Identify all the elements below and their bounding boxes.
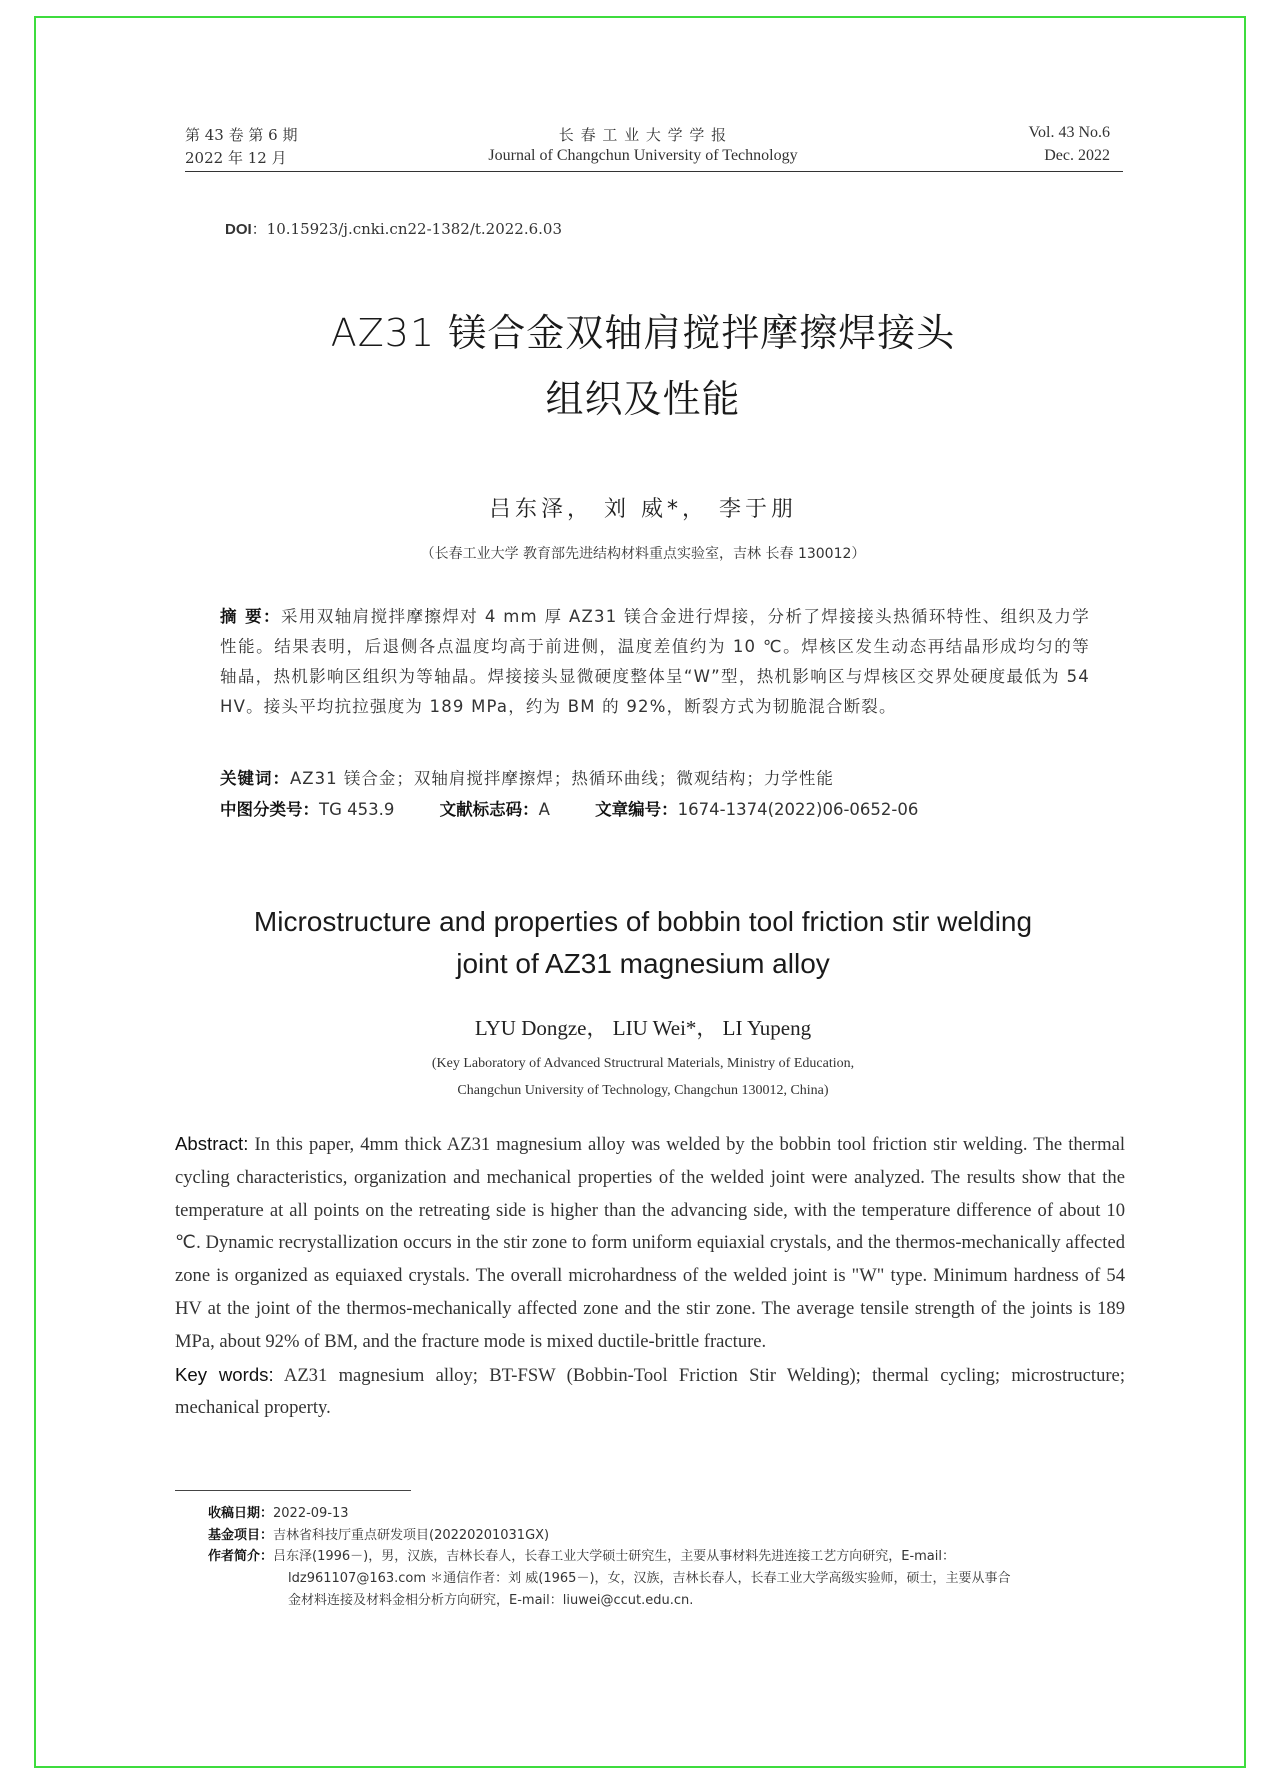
article-id-value: 1674-1374(2022)06-0652-06 — [677, 800, 919, 819]
affiliation-cn: （长春工业大学 教育部先进结构材料重点实验室，吉林 长春 130012） — [420, 546, 866, 562]
header-journal-en: Journal of Changchun University of Technology — [488, 147, 798, 164]
doc-code-label: 文献标志码： — [439, 800, 539, 819]
header-volume: 第 43 卷 第 6 期 — [185, 126, 298, 144]
doi-value: ：10.15923/j.cnki.cn22-1382/t.2022.6.03 — [251, 220, 563, 238]
header-volume-en: Vol. 43 No.6 — [1028, 124, 1110, 141]
keywords-en-text: AZ31 magnesium alloy; BT-FSW (Bobbin-Tool Friction Stir Welding); thermal cycling; microstructure; mechanical property. — [175, 1364, 1125, 1419]
clc-value: TG 453.9 — [319, 800, 395, 819]
bio-line1: 吕东泽(1996－)，男，汉族，吉林长春人，长春工业大学硕士研究生，主要从事材料先进连接工艺方向研究，E-mail： — [273, 1549, 956, 1564]
header-date-en: Dec. 2022 — [1044, 147, 1110, 164]
abstract-cn — [220, 602, 1090, 722]
footnote-fund — [208, 1524, 549, 1543]
fund-value: 吉林省科技厅重点研发项目(20220201031GX) — [273, 1528, 550, 1543]
title-en-line2: joint of AZ31 magnesium alloy — [456, 948, 830, 979]
clc-label: 中图分类号： — [220, 800, 319, 819]
doi-label: DOI — [225, 221, 252, 238]
title-cn-line1: AZ31 镁合金双轴肩搅拌摩擦焊接头 — [330, 311, 956, 355]
keywords-en-label: Key words: — [175, 1363, 274, 1385]
bio-line3: 金材料连接及材料金相分析方向研究，E-mail：liuwei@ccut.edu.cn. — [288, 1593, 694, 1608]
footnote-bio — [208, 1546, 1128, 1612]
keywords-cn-label: 关键词： — [220, 769, 290, 788]
authors-en: LYU Dongze， LIU Wei*， LI Yupeng — [474, 1016, 812, 1040]
abstract-cn-text: 采用双轴肩搅拌摩擦焊对 4 mm 厚 AZ31 镁合金进行焊接，分析了焊接接头热循环特性、组织及力学性能。结果表明，后退侧各点温度均高于前进侧，温度差值约为 10 ℃。焊核区发生动态再结晶形成均匀的等轴晶，热机影响区组织为等轴晶。焊接接头显微硬度整体呈“W”型，热机影响区与焊核区交界处硬度最低为 54 HV。接头平均抗拉强度为 189 MPa，约为 BM 的 92%，断裂方式为韧脆混合断裂。 — [220, 607, 1090, 716]
doc-code-value: A — [538, 800, 550, 819]
footnote-rule — [175, 1490, 411, 1491]
footnote-received — [208, 1502, 349, 1521]
received-label: 收稿日期： — [208, 1506, 274, 1521]
keywords-cn-text: AZ31 镁合金；双轴肩搅拌摩擦焊；热循环曲线；微观结构；力学性能 — [290, 769, 834, 788]
title-en-line1: Microstructure and properties of bobbin tool friction stir welding — [253, 906, 1033, 937]
doi — [225, 218, 562, 239]
keywords-cn — [220, 765, 834, 789]
received-value: 2022-09-13 — [273, 1506, 349, 1521]
abstract-en — [175, 1128, 1125, 1425]
header-date: 2022 年 12 月 — [185, 149, 287, 167]
fund-label: 基金项目： — [208, 1528, 274, 1543]
abstract-en-text: In this paper, 4mm thick AZ31 magnesium alloy was welded by the bobbin tool friction stir welding. The thermal cycling characteristics, organization and mechanical properties of the welded joint were analyzed. The results show that the temperature at all points on the retreating side is higher than the advancing side, with the temperature difference of about 10 ℃. Dynamic recrystallization occurs in the stir zone to form uniform equiaxial crystals, and the thermos-mechanically affected zone is organized as equiaxed crystals. The overall microhardness of the welded joint is "W" type. Minimum hardness of 54 HV at the joint of the thermos-mechanically affected zone and the stir zone. The average tensile strength of the joints is 189 MPa, about 92% of BM, and the fracture mode is mixed ductile-brittle fracture. — [175, 1134, 1125, 1352]
abstract-cn-label: 摘 要： — [220, 607, 281, 626]
classification-cn — [220, 796, 918, 820]
affiliation-en-line2: Changchun University of Technology, Changchun 130012, China) — [457, 1083, 829, 1098]
bio-line2: ldz961107@163.com ＊通信作者：刘 威(1965－)，女，汉族，吉林长春人，长春工业大学高级实验师，硕士，主要从事合 — [288, 1571, 1011, 1586]
bio-label: 作者简介： — [208, 1549, 274, 1564]
header-rule — [185, 171, 1123, 172]
article-id-label: 文章编号： — [595, 800, 678, 819]
affiliation-en-line1: (Key Laboratory of Advanced Structrural Materials, Ministry of Education, — [431, 1056, 855, 1071]
authors-cn: 吕东泽， 刘 威*， 李于朋 — [489, 497, 797, 522]
title-cn-line2: 组织及性能 — [545, 377, 741, 421]
abstract-en-label: Abstract: — [175, 1133, 249, 1154]
header-journal-cn: 长 春 工 业 大 学 学 报 — [558, 126, 728, 144]
